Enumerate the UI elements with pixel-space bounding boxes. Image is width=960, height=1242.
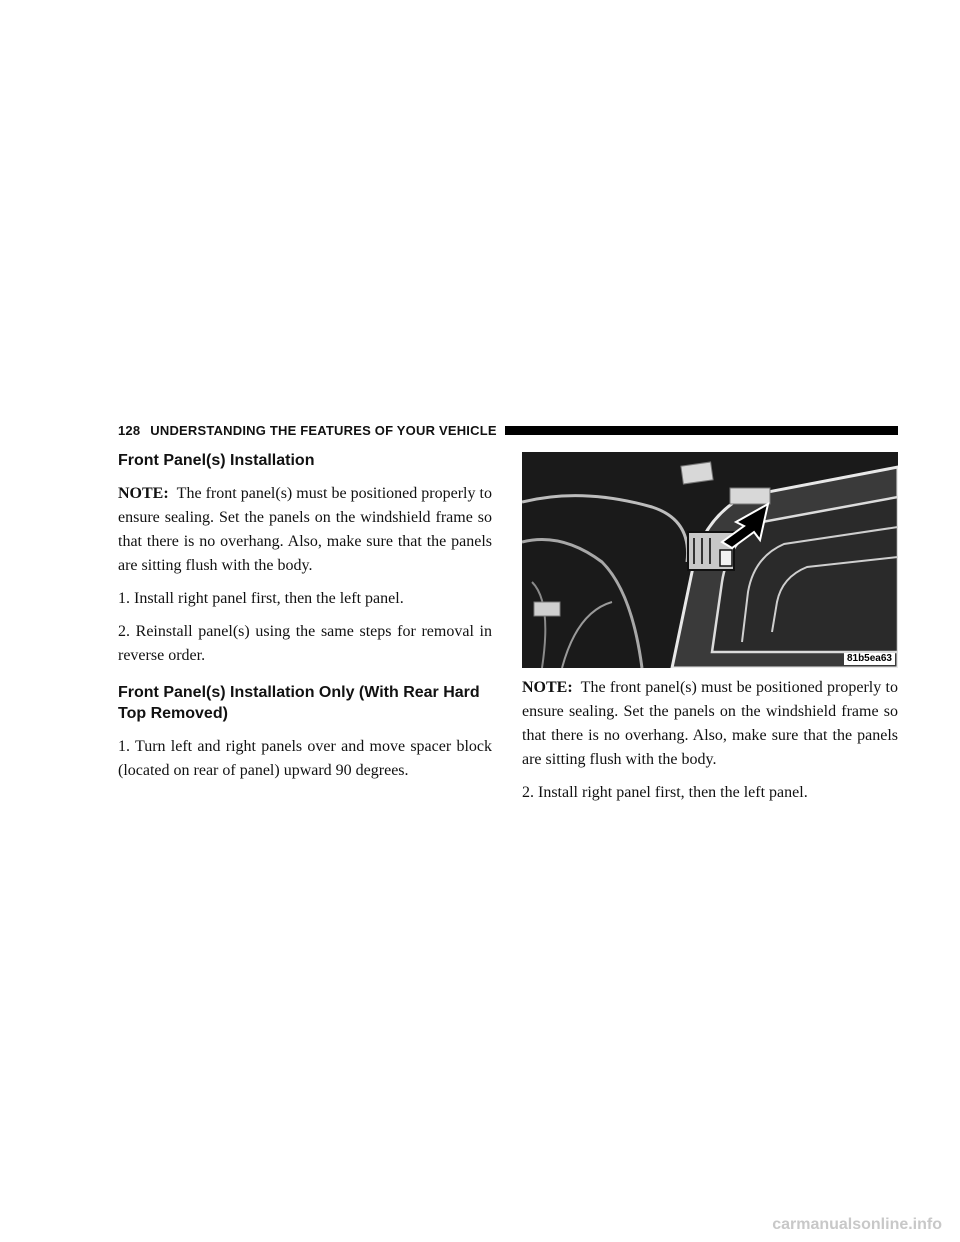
note-paragraph-2 — [522, 676, 898, 772]
note-label-2: NOTE: — [522, 679, 573, 696]
note-paragraph — [118, 482, 492, 578]
watermark: carmanualsonline.info — [772, 1216, 942, 1233]
step-install-right-panel-2: 2. Install right panel first, then the left panel. — [522, 784, 808, 801]
header-rule — [505, 426, 898, 435]
page-header — [118, 420, 898, 440]
section-title: UNDERSTANDING THE FEATURES OF YOUR VEHICLE — [150, 422, 497, 438]
step-reinstall-panels: 2. Reinstall panel(s) using the same steps for removal in reverse order. — [118, 623, 492, 664]
note-label: NOTE: — [118, 485, 169, 502]
figure-code: 81b5ea63 — [844, 653, 895, 665]
illustration-drawing — [522, 452, 898, 668]
left-column — [118, 450, 492, 792]
step-install-right-panel: 1. Install right panel first, then the left panel. — [118, 590, 404, 607]
note-text: The front panel(s) must be positioned properly to ensure sealing. Set the panels on the windshield frame so that there is no overhang. Also, make sure that the panels are sitting flush with the body. — [118, 485, 492, 574]
heading-installation-rear-top-removed: Front Panel(s) Installation Only (With Rear Hard Top Removed) — [118, 684, 480, 722]
page-number: 128 — [118, 422, 141, 438]
step-turn-panels-over: 1. Turn left and right panels over and move spacer block (located on rear of panel) upward 90 degrees. — [118, 738, 492, 779]
panel-installation-illustration — [522, 452, 898, 668]
heading-front-panel-installation: Front Panel(s) Installation — [118, 452, 315, 469]
right-column — [522, 676, 898, 814]
note-text-2: The front panel(s) must be positioned properly to ensure sealing. Set the panels on the windshield frame so that there is no overhang. Also, make sure that the panels are sitting flush with the body. — [522, 679, 898, 768]
